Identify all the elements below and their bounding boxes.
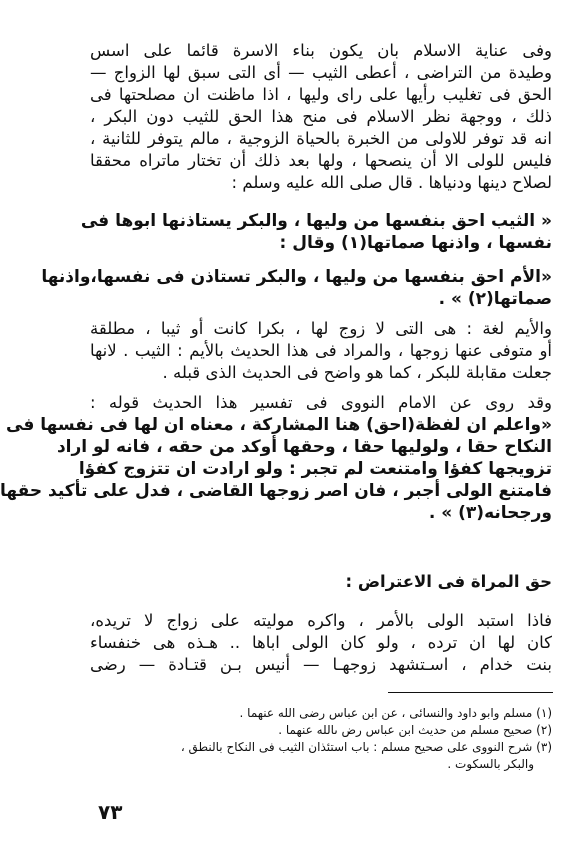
text-line: وقد روى عن الامام النووى فى تفسير هذا الحديث قوله : <box>90 393 552 412</box>
text-line: بنت خدام ، اسـتشهد زوجهـا — أنيس بـن قتـادة — رضى <box>90 655 552 674</box>
footnote: (٢) صحيح مسلم من حديث ابن عباس رض ىالله عنهما . <box>278 723 552 737</box>
nawawi-quote <box>0 414 552 524</box>
footnotes <box>90 705 552 773</box>
hadith-quote-1 <box>80 210 552 254</box>
text-line: نفسها ، واذنها صماتها(١) وقال : <box>279 233 552 253</box>
text-line: ورجحانه(٣) » . <box>428 503 552 523</box>
paragraph-nawawi-intro <box>90 392 552 414</box>
text-line: أو متوفى عنها زوجها ، والمراد فى هذا الحديث بالأيم : الثيب . لانها <box>90 341 552 360</box>
page-number: ٧٣ <box>98 800 123 824</box>
text-line: جعلت مقابلة للبكر ، كما هو واضح فى الحديث الذى قبله . <box>162 363 552 382</box>
text-line: الحق فى تغليب رأيها على راى وليها ، اذا ماظنت ان مصلحتها فى <box>90 85 552 104</box>
text-line: انه قد توفر للاولى من الخبرة بالحياة الزوجية ، مالم يتوفر للثانية ، <box>90 129 552 148</box>
text-line: لصلاح دينها ودنياها . قال صلى الله عليه وسلم : <box>231 173 552 192</box>
text-line: وطيدة من التراضى ، أعطى الثيب — أى التى سبق لها الزواج — <box>90 63 552 82</box>
paragraph-objection <box>90 610 552 676</box>
text-line: فاذا استبد الولى بالأمر ، واكره موليته على زواج لا تريده، <box>90 611 552 630</box>
text-line: صماتها(٢) » . <box>438 289 552 309</box>
text-line: «الأم احق بنفسها من وليها ، والبكر تستاذن فى نفسها،واذنها <box>41 267 552 287</box>
text-line: «واعلم ان لفظة(احق) هنا المشاركة ، معناه ان لها فى نفسها فى <box>6 415 552 435</box>
text-line: تزويجها كفؤا وامتنعت لم تجبر : ولو ارادت ان تتزوج كفؤا <box>78 459 552 479</box>
text-line: « الثيب احق بنفسها من وليها ، والبكر يستاذنها ابوها فى <box>80 211 552 231</box>
text-line: كان لها ان ترده ، ولو كان الولى اباها .. هـذه هى خنفساء <box>90 633 552 652</box>
footnote: (١) مسلم وابو داود والنسائى ، عن ابن عباس رضى الله عنهما . <box>239 706 552 720</box>
text-line: والأيم لغة : هى التى لا زوج لها ، بكرا كانت أو ثيبا ، مطلقة <box>90 319 552 338</box>
text-line: ذلك ، ووجهة نظر الاسلام فى منح هذا الحق للثيب دون البكر ، <box>90 107 552 126</box>
text-line: وفى عناية الاسلام بان يكون بناء الاسرة قائما على اسس <box>90 41 552 60</box>
footnote-continuation: والبكر بالسكوت . <box>447 757 534 771</box>
text-line: فليس للولى الا أن ينصحها ، ولها بعد ذلك أن تختار ماتراه محققا <box>90 151 552 170</box>
text-line: فامتنع الولى أجبر ، فان اصر زوجها القاضى ، فدل على تأكيد حقها <box>0 481 552 501</box>
paragraph-ayyim-definition <box>90 318 552 384</box>
section-heading: حق المراة فى الاعتراض : <box>345 572 552 591</box>
hadith-quote-2 <box>41 266 552 310</box>
paragraph-marriage-consent <box>90 40 552 194</box>
footnote: (٣) شرح النووى على صحيح مسلم : باب استئذان الثيب فى النكاح بالنطق ، <box>180 740 552 754</box>
text-line: النكاح حقا ، ولوليها حقا ، وحقها أوكد من حقه ، فانه لو اراد <box>56 437 552 457</box>
footnote-divider <box>388 692 553 693</box>
